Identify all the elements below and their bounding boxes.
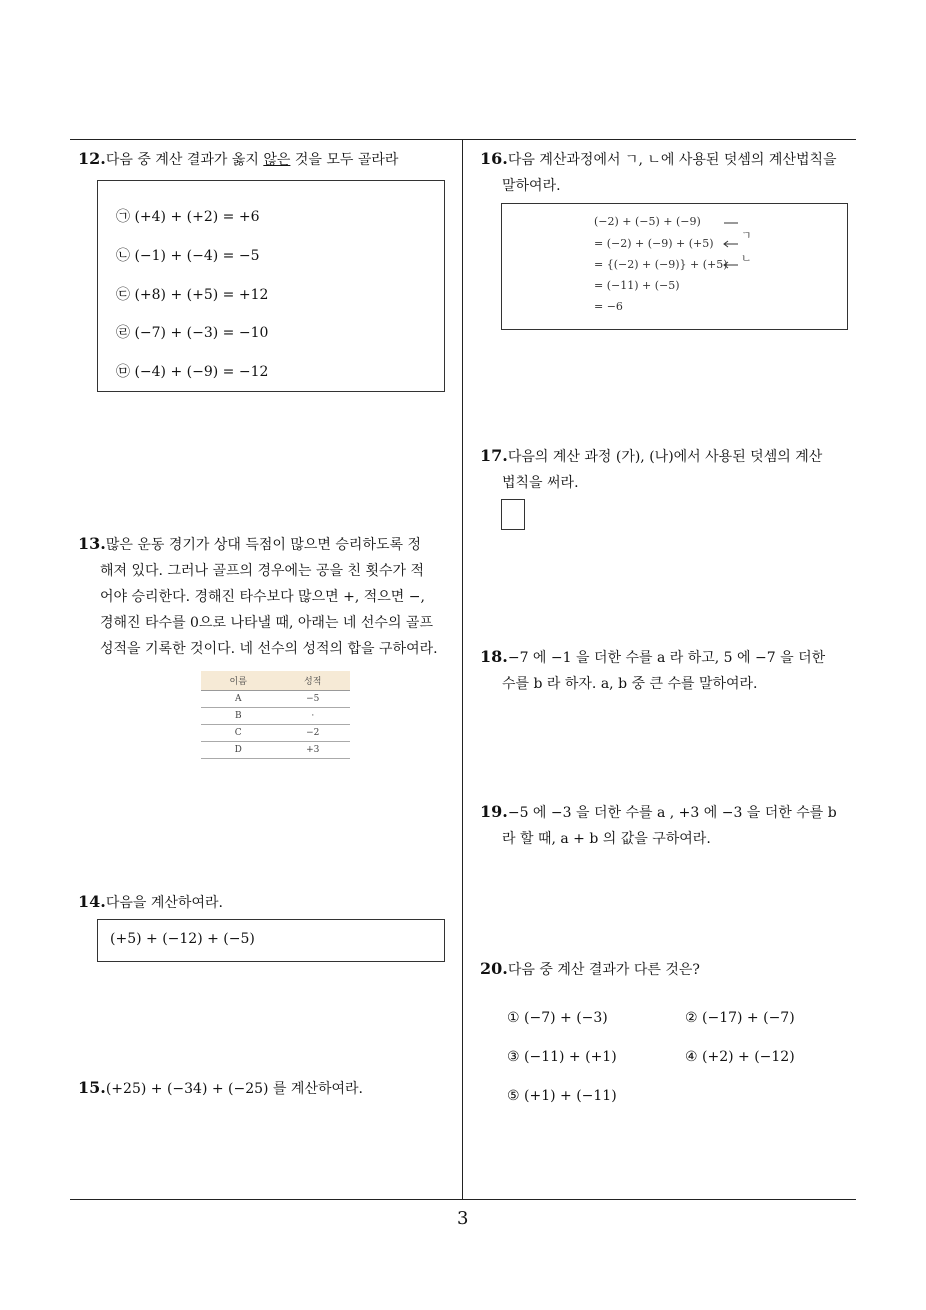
step-mark-nieun: ㄴ bbox=[741, 252, 752, 265]
question-text: 다음을 계산하여라. bbox=[105, 895, 223, 911]
q20-option-2: ② (−17) + (−7) bbox=[685, 1010, 795, 1026]
q12-option-1: ㉠ (+4) + (+2) = +6 bbox=[116, 209, 260, 225]
column-divider bbox=[462, 139, 463, 1200]
table-row bbox=[201, 708, 350, 725]
question-line: 성적을 기록한 것이다. 네 선수의 성적의 합을 구하여라. bbox=[100, 641, 438, 657]
question-number: 20. bbox=[480, 959, 508, 978]
q12-option-2: ㉡ (−1) + (−4) = −5 bbox=[116, 248, 260, 264]
question-text: 다음 중 계산 결과가 다른 것은? bbox=[507, 962, 700, 978]
question-number: 14. bbox=[78, 892, 106, 911]
table-cell: −5 bbox=[276, 691, 351, 708]
question-line: 어야 승리한다. 경해진 타수보다 많으면 +, 적으면 −, bbox=[100, 589, 425, 605]
table-row bbox=[201, 691, 350, 708]
step-mark-giyeok: ㄱ bbox=[741, 229, 752, 242]
q12-option-5: ㉤ (−4) + (−9) = −12 bbox=[116, 364, 269, 380]
question-17 bbox=[480, 443, 865, 496]
question-number: 12. bbox=[78, 149, 106, 168]
top-rule bbox=[70, 139, 856, 140]
question-line: 라 할 때, a + b 의 값을 구하여라. bbox=[502, 831, 711, 847]
q20-option-4: ④ (+2) + (−12) bbox=[685, 1049, 795, 1065]
table-cell: −2 bbox=[276, 725, 351, 742]
q20-option-5: ⑤ (+1) + (−11) bbox=[507, 1088, 617, 1104]
table-cell: +3 bbox=[276, 742, 351, 759]
question-20 bbox=[480, 956, 700, 983]
table-header: 성적 bbox=[276, 671, 351, 691]
table-row bbox=[201, 725, 350, 742]
bottom-rule bbox=[70, 1199, 856, 1200]
q12-option-4: ㉣ (−7) + (−3) = −10 bbox=[116, 325, 269, 341]
question-text: 것을 모두 골라라 bbox=[290, 152, 399, 168]
table-header: 이름 bbox=[201, 671, 276, 691]
q14-expression: (+5) + (−12) + (−5) bbox=[110, 931, 255, 947]
question-18 bbox=[480, 644, 865, 697]
calc-step: = {(−2) + (−9)} + (+5) bbox=[594, 258, 728, 271]
question-line: 경해진 타수를 0으로 나타낼 때, 아래는 네 선수의 골프 bbox=[100, 615, 433, 631]
table-cell: D bbox=[201, 742, 276, 759]
question-number: 16. bbox=[480, 149, 508, 168]
question-line: 말하여라. bbox=[502, 178, 561, 194]
q12-option-3: ㉢ (+8) + (+5) = +12 bbox=[116, 287, 269, 303]
calc-step: (−2) + (−5) + (−9) bbox=[594, 215, 701, 228]
question-number: 15. bbox=[78, 1078, 106, 1097]
calc-step: = −6 bbox=[594, 300, 623, 313]
question-19 bbox=[480, 799, 865, 852]
table-cell: · bbox=[276, 708, 351, 725]
question-line: 법칙을 써라. bbox=[502, 475, 579, 491]
question-14 bbox=[78, 889, 223, 916]
question-13 bbox=[78, 531, 460, 662]
question-number: 19. bbox=[480, 802, 508, 821]
calc-step: = (−2) + (−9) + (+5) bbox=[594, 237, 714, 250]
question-number: 13. bbox=[78, 534, 106, 553]
question-16 bbox=[480, 146, 865, 199]
table-cell: A bbox=[201, 691, 276, 708]
question-text: 다음 중 계산 결과가 옳지 bbox=[105, 152, 264, 168]
table-cell: C bbox=[201, 725, 276, 742]
calc-step: = (−11) + (−5) bbox=[594, 279, 680, 292]
question-line: 해져 있다. 그러나 골프의 경우에는 공을 친 횟수가 적 bbox=[100, 563, 425, 579]
question-line: 많은 운동 경기가 상대 득점이 많으면 승리하도록 정 bbox=[105, 537, 421, 553]
question-line: 다음의 계산 과정 (가), (나)에서 사용된 덧셈의 계산 bbox=[507, 449, 823, 465]
table-row bbox=[201, 742, 350, 759]
question-line: −7 에 −1 을 더한 수를 a 라 하고, 5 에 −7 을 더한 bbox=[507, 650, 826, 666]
step-arrows bbox=[718, 216, 758, 276]
question-text-underlined: 않은 bbox=[263, 152, 291, 168]
question-12 bbox=[78, 146, 398, 173]
q20-option-1: ① (−7) + (−3) bbox=[507, 1010, 608, 1026]
golf-score-table bbox=[201, 671, 350, 759]
q17-figure-placeholder bbox=[501, 499, 525, 530]
question-number: 18. bbox=[480, 647, 508, 666]
question-line: −5 에 −3 을 더한 수를 a , +3 에 −3 을 더한 수를 b bbox=[507, 805, 837, 821]
q20-option-3: ③ (−11) + (+1) bbox=[507, 1049, 617, 1065]
question-line: 수를 b 라 하자. a, b 중 큰 수를 말하여라. bbox=[502, 676, 758, 692]
question-number: 17. bbox=[480, 446, 508, 465]
question-15 bbox=[78, 1075, 363, 1102]
question-text: (+25) + (−34) + (−25) 를 계산하여라. bbox=[105, 1081, 364, 1097]
table-cell: B bbox=[201, 708, 276, 725]
page-number: 3 bbox=[457, 1208, 469, 1229]
question-line: 다음 계산과정에서 ㄱ, ㄴ에 사용된 덧셈의 계산법칙을 bbox=[507, 152, 837, 168]
